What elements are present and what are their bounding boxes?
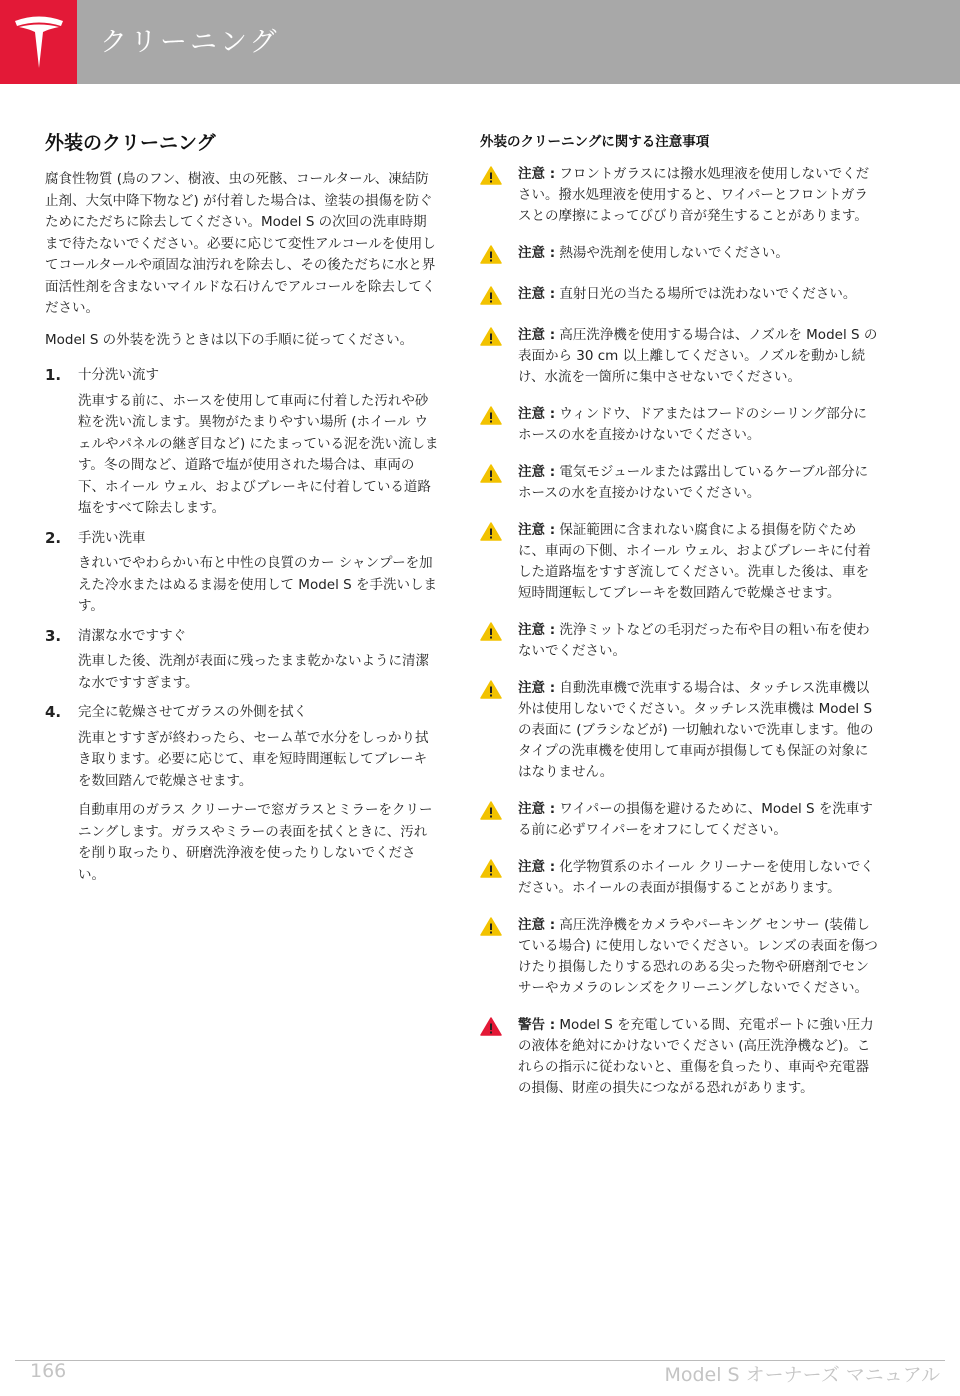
note-text: 高圧洗浄機をカメラやパーキング センサー (装備している場合) に使用しないでください。レンズの表面を傷つけたり損傷したりする恐れのある尖った物や研磨剤でセンサーやカメラのレンズをクリーニングしないでください。 [518,917,878,996]
caution-icon [480,678,518,783]
step-title: 十分洗い流す [78,367,159,383]
note-text: 洗浄ミットなどの毛羽だった布や目の粗い布を使わないでください。 [518,622,870,659]
notes-heading: 外装のクリーニングに関する注意事項 [480,134,710,150]
step-item [45,626,440,695]
section-heading: 外装のクリーニング [45,132,216,154]
step-number: 1. [45,366,62,384]
note-item [480,462,880,504]
step-number: 3. [45,626,62,645]
step-body: 洗車とすすぎが終わったら、セーム革で水分をしっかり拭き取ります。必要に応じて、車を短時間運転してブレーキを数回踏んで乾燥させます。 [78,729,429,789]
caution-icon [480,520,518,604]
step-body: 洗車した後、洗剤が表面に残ったまま乾かないように清潔な水ですすぎます。 [78,653,429,691]
note-item [480,620,880,662]
note-label: 注意 : [518,286,556,302]
tesla-logo-icon [13,14,65,70]
right-column [480,130,880,1115]
note-item [480,915,880,999]
note-text: 電気モジュールまたは露出しているケーブル部分にホースの水を直接かけないでください。 [518,464,869,501]
note-label: 注意 : [518,327,556,343]
caution-icon [480,620,518,662]
caution-icon [480,857,518,899]
page-number: 166 [30,1360,67,1382]
step-number: 4. [45,703,62,721]
step-item [45,365,440,520]
caution-icon [480,243,518,268]
note-text: 化学物質系のホイール クリーナーを使用しないでください。ホイールの表面が損傷することがあります。 [518,859,874,896]
note-text: 直射日光の当たる場所では洗わないでください。 [559,286,857,302]
caution-icon [480,325,518,388]
note-text: フロントガラスには撥水処理液を使用しないでください。撥水処理液を使用すると、ワイパーとフロントガラスとの摩擦によってびびり音が発生することがあります。 [518,166,870,224]
note-item [480,404,880,446]
note-item [480,243,880,268]
note-label: 警告 : [518,1017,556,1033]
note-label: 注意 : [518,166,556,182]
page-header [0,0,960,84]
note-label: 注意 : [518,622,556,638]
caution-icon [480,284,518,309]
step-body: きれいでやわらかい布と中性の良質のカー シャンプーを加えた冷水またはぬるま湯を使用して Model S を手洗いします。 [78,555,437,614]
note-item [480,164,880,227]
header-title: クリーニング [100,27,280,58]
note-label: 注意 : [518,522,556,538]
intro-paragraph: 腐食性物質 (鳥のフン、樹液、虫の死骸、コールタール、凍結防止剤、大気中降下物など) が付着した場合は、塗装の損傷を防ぐためにただちに除去してください。Model S の次回の洗車時期まで待たないでください。必要に応じて変性アルコールを使用してコールタールや頑固な油汚れを除去し、その後ただちに水と界面活性剤を含まないマイルドな石けんでアルコールを除去してください。 [45,171,436,316]
step-item [45,528,440,618]
caution-icon [480,462,518,504]
note-label: 注意 : [518,917,556,933]
note-item [480,678,880,783]
note-label: 注意 : [518,801,556,817]
note-text: ワイパーの損傷を避けるために、Model S を洗車する前に必ずワイパーをオフにしてください。 [518,801,873,838]
note-label: 注意 : [518,859,556,875]
note-text: 熱湯や洗剤を使用しないでください。 [559,245,789,261]
warning-icon [480,1015,518,1099]
notes-list [480,164,880,1099]
caution-icon [480,915,518,999]
caution-icon [480,404,518,446]
tesla-logo [0,0,77,84]
lead-paragraph: Model S の外装を洗うときは以下の手順に従ってください。 [45,331,414,348]
step-number: 2. [45,528,62,547]
note-text: 自動洗車機で洗車する場合は、タッチレス洗車機以外は使用しないでください。タッチレス洗車機は Model S の表面に (ブラシなどが) 一切触れないで洗車します。他のタイプの洗車機を使用して車両が損傷しても保証の対象にはなりません。 [518,680,874,780]
note-label: 注意 : [518,406,556,422]
caution-icon [480,799,518,841]
step-title: 手洗い洗車 [78,529,146,546]
left-column [45,128,440,894]
note-item [480,799,880,841]
step-item [45,702,440,886]
note-label: 注意 : [518,680,556,696]
step-title: 清潔な水ですすぐ [78,627,187,644]
step-title: 完全に乾燥させてガラスの外側を拭く [78,704,308,720]
note-item [480,857,880,899]
note-item [480,520,880,604]
note-item [480,325,880,388]
note-label: 注意 : [518,464,556,480]
note-item [480,1015,880,1099]
note-text: 高圧洗浄機を使用する場合は、ノズルを Model S の表面から 30 cm 以上離してください。ノズルを動かし続け、水流を一箇所に集中させないでください。 [518,327,878,385]
note-item [480,284,880,309]
note-text: Model S を充電している間、充電ポートに強い圧力の液体を絶対にかけないでください (高圧洗浄機など)。これらの指示に従わないと、重傷を負ったり、車両や充電器の損傷、財産の損失につながる恐れがあります。 [518,1017,874,1096]
note-label: 注意 : [518,245,556,261]
step-body: 洗車する前に、ホースを使用して車両に付着した汚れや砂粒を洗い流します。異物がたまりやすい場所 (ホイール ウェルやパネルの継ぎ目など) にたまっている泥を洗い流します。冬の間など、道路で塩が使用された場合は、車両の下、ホイール ウェル、およびブレーキに付着している道路塩をすべて除去します。 [78,392,439,516]
note-text: 保証範囲に含まれない腐食による損傷を防ぐために、車両の下側、ホイール ウェル、およびブレーキに付着した道路塩をすすぎ流してください。洗車した後は、車を短時間運転してブレーキを数回踏んで乾燥させます。 [518,522,871,601]
caution-icon [480,164,518,227]
footer-title: Model S オーナーズ マニュアル [664,1364,940,1386]
step-body: 自動車用のガラス クリーナーで窓ガラスとミラーをクリーニングします。ガラスやミラーの表面を拭くときに、汚れを削り取ったり、研磨洗浄液を使ったりしないでください。 [78,802,433,883]
note-text: ウィンドウ、ドアまたはフードのシーリング部分にホースの水を直接かけないでください。 [518,406,867,443]
